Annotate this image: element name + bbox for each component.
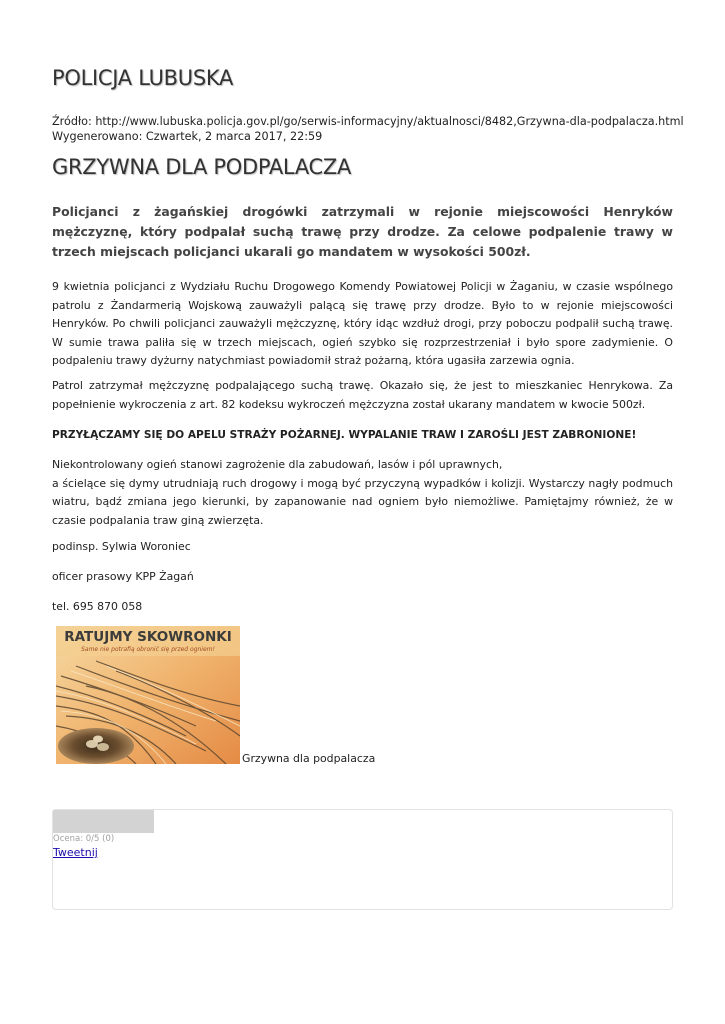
site-title: POLICJA LUBUSKA <box>52 66 234 90</box>
tweet-link[interactable]: Tweetnij <box>53 846 98 859</box>
image-caption: Grzywna dla podpalacza <box>242 752 376 765</box>
article-title: GRZYWNA DLA PODPALACZA <box>52 155 352 179</box>
signature-phone: tel. 695 870 058 <box>52 600 143 613</box>
rating-text: Ocena: 0/5 (0) <box>53 834 115 844</box>
rating-panel <box>52 809 673 910</box>
poster-image <box>56 626 240 764</box>
paragraph-line: Niekontrolowany ogień stanowi zagrożenie dla zabudowań, lasów i pól uprawnych, <box>52 458 503 471</box>
meta-block <box>52 114 684 144</box>
generated-date: Wygenerowano: Czwartek, 2 marca 2017, 22:59 <box>52 130 323 143</box>
poster-title: RATUJMY SKOWRONKI <box>64 629 232 645</box>
article-paragraph: 9 kwietnia policjanci z Wydziału Ruchu Drogowego Komendy Powiatowej Policji w Żaganiu, w czasie wspólnego patrolu z Żandarmerią Wojskową zauważyli palącą się trawę przy drodze. Było to w rejonie miejscowości Henryków. Po chwili policjanci zauważyli mężczyznę, który idąc wzdłuż drogi, przy poboczu podpalił suchą trawę. W sumie trawa paliła się w trzech miejscach, ogień szybko się rozprzestrzeniał i było spore zadymienie. O podpaleniu trawy dyżurny natychmiast powiadomił straż pożarną, która ugasiła zarzewia ognia. <box>52 280 673 367</box>
signature-role: oficer prasowy KPP Żagań <box>52 570 194 583</box>
article-paragraph <box>52 456 673 530</box>
article-lead: Policjanci z żagańskiej drogówki zatrzymali w rejonie miejscowości Henryków mężczyznę, który podpalał suchą trawę przy drodze. Za celowe podpalenie trawy w trzech miejscach policjanci ukarali go mandatem w wysokości 500zł. <box>52 204 673 259</box>
article-paragraph: Patrol zatrzymał mężczyznę podpalającego suchą trawę. Okazało się, że jest to mieszkaniec Henrykowa. Za popełnienie wykroczenia z art. 82 kodeksu wykroczeń mężczyzna został ukarany mandatem w kwocie 500zł. <box>52 379 673 411</box>
poster-subtitle: Same nie potrafią obronić się przed ogniem! <box>81 646 215 653</box>
rating-stars-bar[interactable] <box>53 810 154 833</box>
signature-name: podinsp. Sylwia Woroniec <box>52 540 191 553</box>
source-url: Źródło: http://www.lubuska.policja.gov.pl/go/serwis-informacyjny/aktualnosci/8482,Grzywna-dla-podpalacza.html <box>52 115 684 128</box>
warning-appeal: PRZYŁĄCZAMY SIĘ DO APELU STRAŻY POŻARNEJ. WYPALANIE TRAW I ZAROŚLI JEST ZABRONIONE! <box>52 429 637 441</box>
paragraph-line: a ścielące się dymy utrudniają ruch drogowy i mogą być przyczyną wypadków i kolizji. Wystarczy nagły podmuch wiatru, bądź zmiana jego kierunki, by zapanowanie nad ogniem było niemożliwe. Pamiętajmy również, że w czasie podpalania traw giną zwierzęta. <box>52 476 673 527</box>
